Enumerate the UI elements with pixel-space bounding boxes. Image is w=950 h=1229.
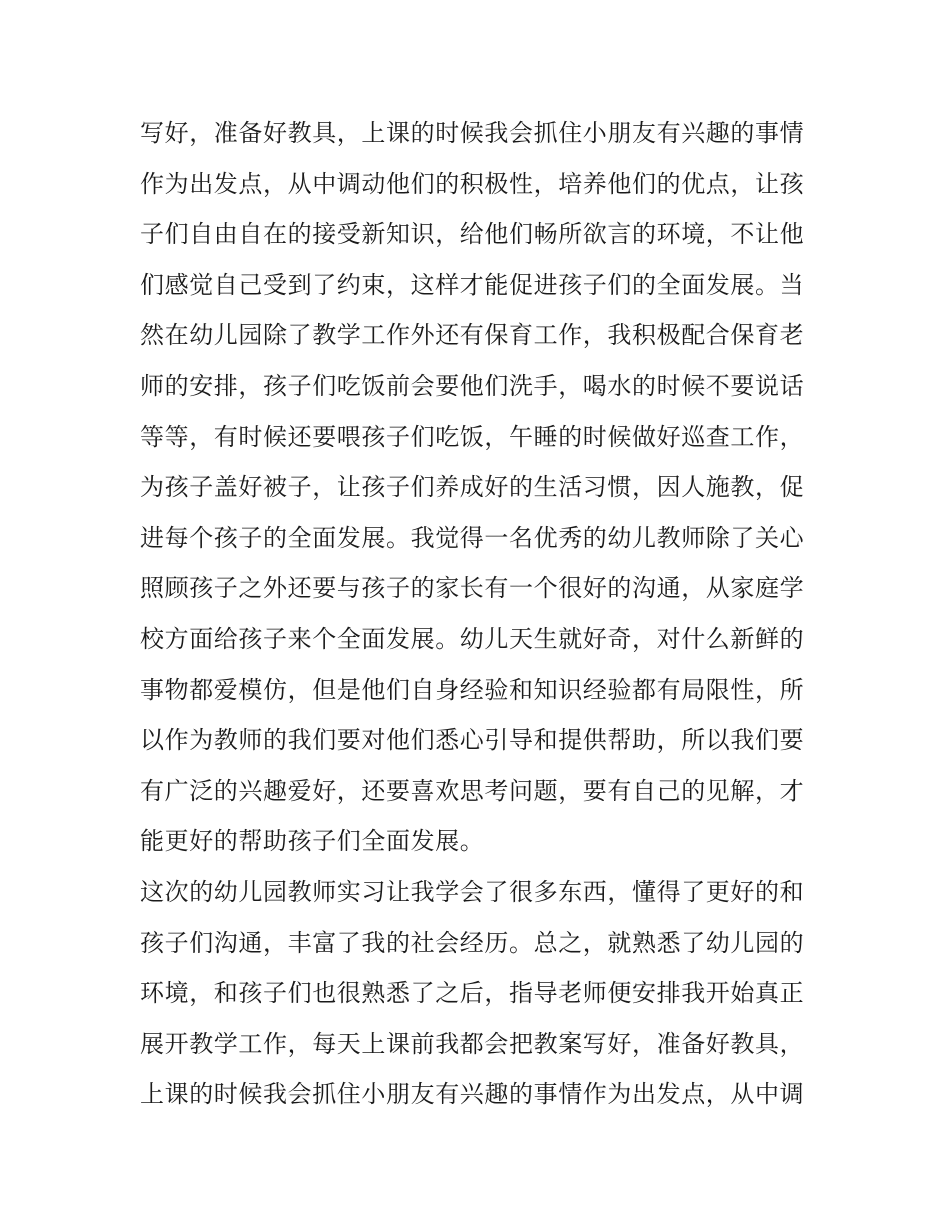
text-line: 有广泛的兴趣爱好，还要喜欢思考问题，要有自己的见解，才 [140,776,805,805]
text-line: 作为出发点，从中调动他们的积极性，培养他们的优点，让孩 [140,169,805,198]
text-line: 展开教学工作，每天上课前我都会把教案写好，准备好教具， [140,1029,805,1058]
text-line: 以作为教师的我们要对他们悉心引导和提供帮助，所以我们要 [140,726,805,755]
text-line: 师的安排，孩子们吃饭前会要他们洗手，喝水的时候不要说话 [140,371,805,400]
text-line: 上课的时候我会抓住小朋友有兴趣的事情作为出发点，从中调 [140,1080,805,1109]
text-line: 们感觉自己受到了约束，这样才能促进孩子们的全面发展。当 [140,270,805,299]
text-line: 进每个孩子的全面发展。我觉得一名优秀的幼儿教师除了关心 [140,523,805,552]
text-line: 等等，有时候还要喂孩子们吃饭，午睡的时候做好巡查工作， [140,422,805,451]
text-line: 然在幼儿园除了教学工作外还有保育工作，我积极配合保育老 [140,321,805,350]
text-line: 环境，和孩子们也很熟悉了之后，指导老师便安排我开始真正 [140,979,805,1008]
text-line: 照顾孩子之外还要与孩子的家长有一个很好的沟通，从家庭学 [140,574,805,603]
text-line: 能更好的帮助孩子们全面发展。 [140,827,485,856]
text-line: 校方面给孩子来个全面发展。幼儿天生就好奇，对什么新鲜的 [140,624,805,653]
text-line: 为孩子盖好被子，让孩子们养成好的生活习惯，因人施教，促 [140,473,805,502]
text-line: 子们自由自在的接受新知识，给他们畅所欲言的环境，不让他 [140,220,805,249]
text-line: 事物都爱模仿，但是他们自身经验和知识经验都有局限性，所 [140,675,805,704]
text-line: 写好，准备好教具，上课的时候我会抓住小朋友有兴趣的事情 [140,119,805,147]
body-text [140,108,820,1120]
text-line: 孩子们沟通，丰富了我的社会经历。总之，就熟悉了幼儿园的 [140,928,805,957]
text-line: 这次的幼儿园教师实习让我学会了很多东西，懂得了更好的和 [140,877,805,906]
